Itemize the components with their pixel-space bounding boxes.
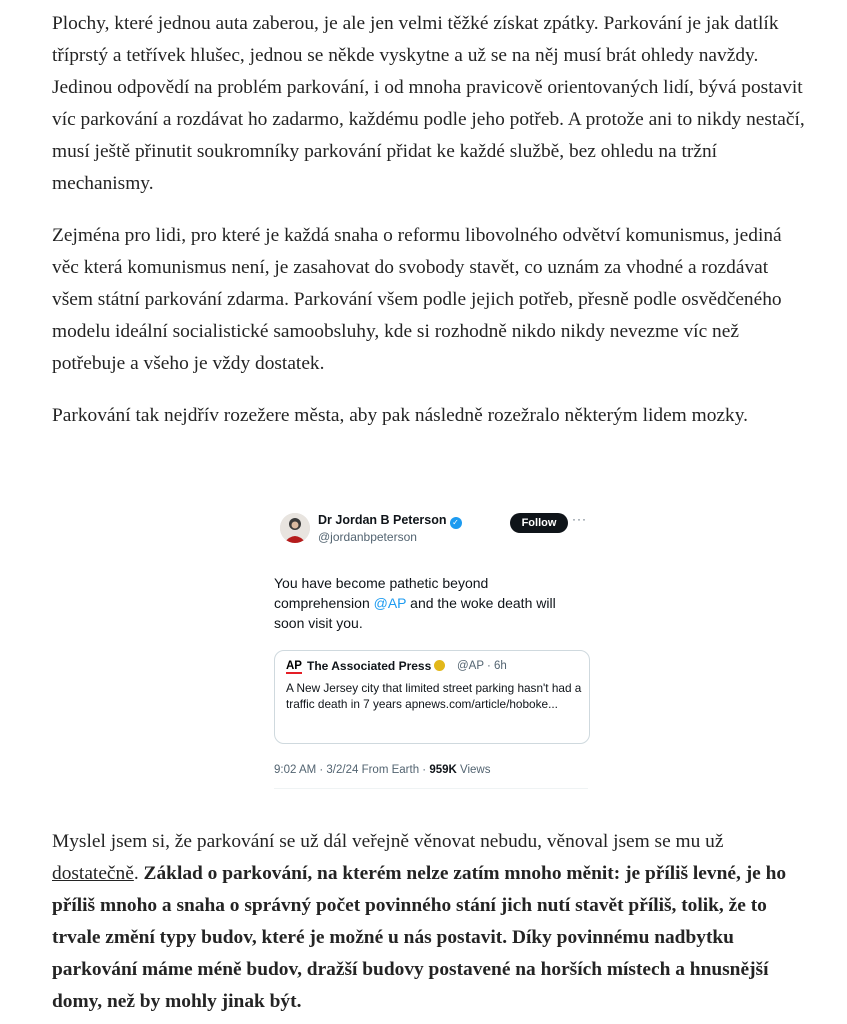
avatar[interactable] xyxy=(280,513,310,543)
dostatecne-link[interactable]: dostatečně xyxy=(52,863,134,884)
quoted-meta: @AP · 6h xyxy=(457,660,507,672)
tweet-meta xyxy=(274,764,490,776)
tweet-text-after: and the woke death will soon visit you. xyxy=(274,595,556,631)
follow-button[interactable]: Follow xyxy=(510,513,568,533)
more-options-icon[interactable]: ··· xyxy=(572,512,587,526)
quoted-author xyxy=(307,659,445,673)
quoted-text: A New Jersey city that limited street parking hasn't had a traffic death in 7 years apnews.com/article/hoboke... xyxy=(286,681,582,711)
paragraph-4-start: Myslel jsem si, že parkování se už dál veřejně věnovat nebudu, věnoval jsem se mu už xyxy=(52,831,724,852)
embedded-tweet[interactable] xyxy=(272,505,590,790)
paragraph-1: Plochy, které jednou auta zaberou, je ale jen velmi těžké získat zpátky. Parkování je jak datlík tříprstý a tetřívek hlušec, jednou se někde vyskytne a už se na něj musí brát ohledy navždy. Jedinou odpovědí na problém parkování, i od mnoha pravicově orientovaných lidí, bývá postavit víc parkování a rozdávat ho zadarmo, každému podle jeho potřeb. A protože ani to nikdy nestačí, musí ještě přinutit soukromníky parkování přidat ke každé službě, bez ohledu na tržní mechanismy. xyxy=(52,13,805,194)
gold-verified-icon xyxy=(434,660,445,671)
tweet-time[interactable]: 9:02 AM · 3/2/24 From Earth · xyxy=(274,764,430,776)
views-count: 959K xyxy=(429,764,457,776)
ap-logo-icon: AP xyxy=(286,660,302,672)
views-label: Views xyxy=(456,764,491,776)
paragraph-4-mid: . xyxy=(133,863,144,884)
quoted-author-name: The Associated Press xyxy=(307,659,432,673)
paragraph-4-bold: Základ o parkování, na kterém nelze zatím mnoho měnit: je příliš levné, je ho příliš mnoho a snaha o správný počet povinného stání jich nutí stavět příliš, tolik, že to trvale změní typy budov, které je možné u nás postavit. Díky povinnému nadbytku parkování máme méně budov, dražší budovy postavené na horších místech a hnusnější domy, než by mohly jinak být. xyxy=(52,863,787,1012)
author-name: Dr Jordan B Peterson xyxy=(318,513,447,527)
quoted-tweet[interactable] xyxy=(274,650,590,744)
tweet-text-before: You have become pathetic beyond comprehension xyxy=(274,575,489,611)
paragraph-4 xyxy=(52,826,812,1018)
tweet-text xyxy=(274,573,584,633)
tweet-handle[interactable]: @jordanbpeterson xyxy=(318,530,417,544)
verified-badge-icon: ✓ xyxy=(450,517,462,529)
paragraph-2: Zejména pro lidi, pro které je každá snaha o reformu libovolného odvětví komunismus, jediná věc která komunismus není, je zasahovat do svobody stavět, co uznám za vhodné a rozdávat všem státní parkování zdarma. Parkování všem podle jejich potřeb, přesně podle osvědčeného modelu ideální socialistické samoobsluhy, kde si rozhodně nikdo nikdy nevezme víc než potřebuje a všeho je vždy dostatek. xyxy=(52,225,782,374)
paragraph-3: Parkování tak nejdřív rozežere města, aby pak následně rozežralo některým lidem mozky. xyxy=(52,405,748,426)
tweet-divider xyxy=(274,788,588,789)
avatar-image-icon xyxy=(280,513,310,543)
mention-link[interactable]: @AP xyxy=(373,595,407,611)
tweet-author[interactable] xyxy=(318,513,462,529)
